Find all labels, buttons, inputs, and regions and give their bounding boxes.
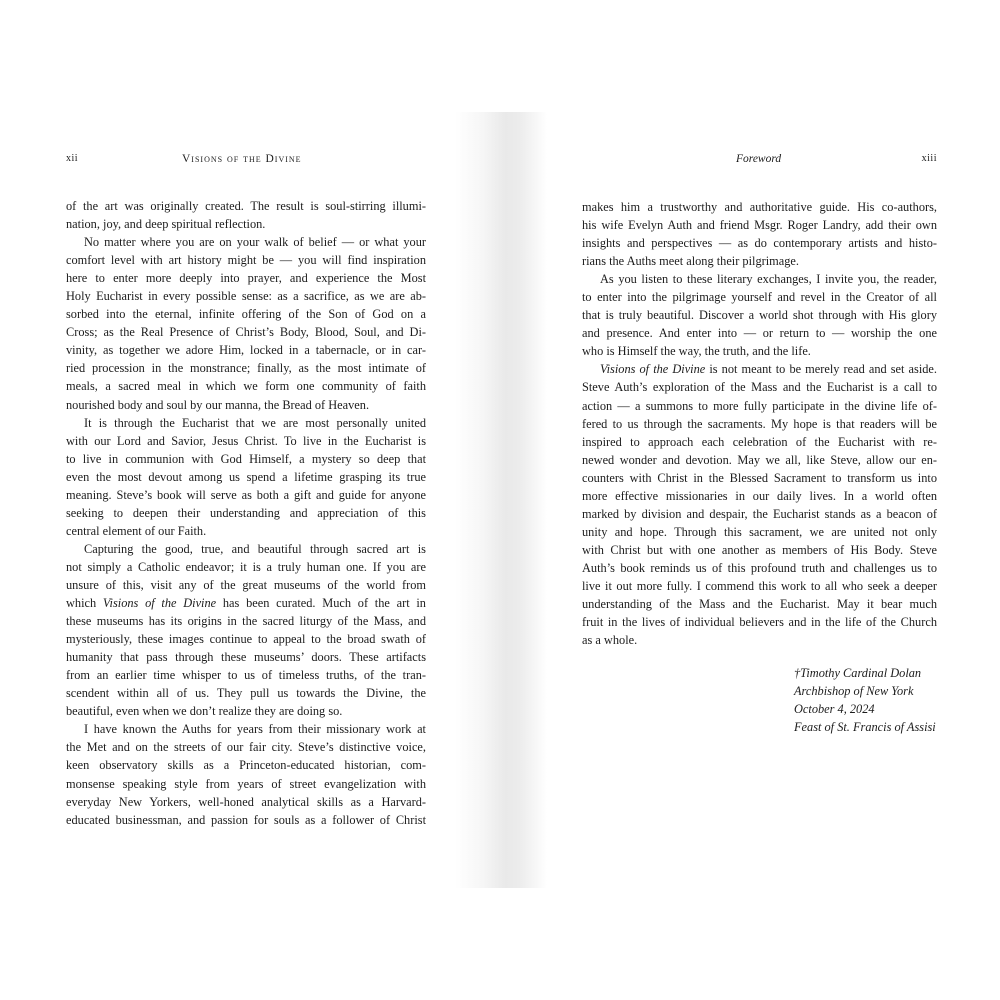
left-text-line: I have known the Auths for years from their missionary work at	[84, 722, 426, 737]
left-text-line: of the art was originally created. The result is soul-stirring illumi-	[66, 199, 426, 213]
left-text-line: It is through the Eucharist that we are most personally united	[84, 415, 426, 430]
book-title-italic: Visions of the Divine	[600, 362, 706, 377]
left-text-line: meaning. Steve’s book will serve as both a gift and guide for anyone	[66, 487, 426, 502]
right-text-line: with Christ but with one another as members of His Body. Steve	[582, 542, 937, 557]
right-text-line: action — a summons to more fully participate in the divine life of-	[582, 398, 937, 413]
right-text-line: Steve Auth’s exploration of the Mass and the Eucharist is a call to	[582, 380, 937, 395]
right-text-line: understanding of the Mass and the Eucharist. May it bear much	[582, 597, 937, 612]
right-text-line: As you listen to these literary exchanges, I invite you, the reader,	[600, 272, 937, 287]
left-text-line: Capturing the good, true, and beautiful through sacred art is	[84, 541, 426, 556]
left-text-line: educated businessman, and passion for souls as a follower of Christ	[66, 812, 426, 827]
signature-date: October 4, 2024	[794, 702, 875, 716]
left-text-line: not simply a Catholic endeavor; it is a truly human one. If you are	[66, 559, 426, 574]
left-text-line: central element of our Faith.	[66, 523, 207, 538]
right-running-header	[582, 150, 937, 174]
left-text-line: humanity that pass through these museums’ doors. These artifacts	[66, 650, 426, 665]
signature-name: †Timothy Cardinal Dolan	[794, 666, 922, 680]
left-text-line: nation, joy, and deep spiritual reflection.	[66, 217, 266, 232]
right-text-line: and presence. And enter into — or return to — worship the one	[582, 326, 937, 341]
right-text-line: as a whole.	[582, 633, 638, 648]
left-running-title: Visions of the Divine	[182, 153, 302, 165]
right-text-line: rians the Auths meet along their pilgrimage.	[582, 254, 799, 269]
left-text-line: meals, a sacred meal in which we form one community of faith	[66, 379, 426, 394]
left-text-line: even the most devout among us spend a lifetime grasping its true	[66, 469, 426, 484]
right-text-line: makes him a trustworthy and authoritative guide. His co-authors,	[582, 200, 937, 214]
right-text-line: to enter into the pilgrimage yourself and revel in the Creator of all	[582, 290, 937, 305]
right-page	[582, 150, 937, 649]
left-text-line: No matter where you are on your walk of belief — or what your	[84, 235, 426, 250]
left-running-header	[66, 150, 426, 174]
left-text-line: unsure of this, visit any of the great museums of the world from	[66, 577, 426, 592]
right-text-line: live it out more fully. I commend this work to all who seek a deeper	[582, 578, 937, 593]
left-text-line: monsense speaking style from years of street evangelization with	[66, 776, 426, 791]
left-text-line: these museums has its origins in the sacred liturgy of the Mass, and	[66, 614, 426, 629]
right-text-line: Visions of the Divine is not meant to be merely read and set aside.	[600, 362, 937, 377]
left-text-line: comfort level with art history might be — you will find inspiration	[66, 253, 426, 268]
signature-feast: Feast of St. Francis of Assisi	[794, 720, 936, 734]
signature-title: Archbishop of New York	[794, 684, 914, 698]
right-text-line: his wife Evelyn Auth and friend Msgr. Roger Landry, add their own	[582, 218, 937, 233]
right-text-line: fered to us through the sacraments. My hope is that readers will be	[582, 416, 937, 431]
left-text-line: which Visions of the Divine has been curated. Much of the art in	[66, 596, 426, 611]
right-page-body	[582, 198, 937, 649]
left-page-number: xii	[66, 153, 79, 164]
book-gutter-shadow	[455, 112, 547, 888]
left-text-line: with our Lord and Savior, Jesus Christ. To live in the Eucharist is	[66, 433, 426, 448]
left-text-line: scendent within all of us. They pull us towards the Divine, the	[66, 686, 426, 701]
left-text-line: beautiful, even when we don’t realize they are doing so.	[66, 704, 343, 719]
left-text-line: to live in communion with God Himself, a mystery so deep that	[66, 451, 426, 466]
right-text-line: Auth’s book reminds us of this profound truth and challenges us to	[582, 560, 937, 575]
right-text-line: fruit in the lives of individual believers and in the life of the Church	[582, 615, 937, 630]
right-text-line: more effective missionaries in our daily lives. In a world often	[582, 488, 937, 503]
book-title-italic: Visions of the Divine	[102, 596, 217, 611]
left-text-line: mysteriously, these images continue to appeal to the broad swath of	[66, 632, 426, 647]
left-text-line: vinity, as together we adore Him, locked in a tabernacle, or in car-	[66, 343, 426, 358]
left-text-line: the Met and on the streets of our fair city. Steve’s distinctive voice,	[66, 740, 426, 755]
right-running-title: Foreword	[736, 153, 782, 165]
right-page-number: xiii	[921, 153, 937, 164]
left-text-line: nourished body and soul by our manna, the Bread of Heaven.	[66, 397, 370, 412]
right-text-line: that is truly beautiful. Discover a world shot through with His glory	[582, 308, 937, 323]
left-text-line: keen observatory skills as a Princeton-educated historian, com-	[66, 758, 426, 773]
left-text-line: sorbed into the eternal, infinite offering of the Son of God on a	[66, 307, 426, 322]
left-text-line: seeking to deepen their understanding and appreciation of this	[66, 505, 426, 520]
right-text-line: who is Himself the way, the truth, and the life.	[582, 344, 811, 359]
signature-block	[794, 664, 936, 736]
left-page	[66, 150, 426, 829]
left-text-line: Holy Eucharist in every possible sense: as a sacrifice, as we are ab-	[66, 289, 426, 304]
left-text-line: everyday New Yorkers, well-honed analytical skills as a Harvard-	[66, 794, 426, 809]
right-text-line: unity and hope. Through this sacrament, we are united not only	[582, 524, 937, 539]
left-text-line: ried procession in the monstrance; finally, as the most intimate of	[66, 361, 426, 376]
right-text-line: insights and perspectives — as do contemporary artists and histo-	[582, 236, 937, 251]
right-text-line: inspired to approach each celebration of the Eucharist with re-	[582, 434, 937, 449]
left-page-body	[66, 197, 426, 829]
left-text-line: here to enter more deeply into prayer, and experience the Most	[66, 271, 426, 286]
left-text-line: Cross; as the Real Presence of Christ’s Body, Blood, Soul, and Di-	[66, 325, 426, 340]
right-text-line: counters with Christ in the Blessed Sacrament to transform us into	[582, 470, 937, 485]
left-text-line: from an earlier time whisper to us of timeless truths, of the tran-	[66, 668, 426, 683]
right-text-line: marked by division and despair, the Eucharist stands as a beacon of	[582, 506, 937, 521]
right-text-line: newed wonder and devotion. May we all, like Steve, allow our en-	[582, 452, 937, 467]
